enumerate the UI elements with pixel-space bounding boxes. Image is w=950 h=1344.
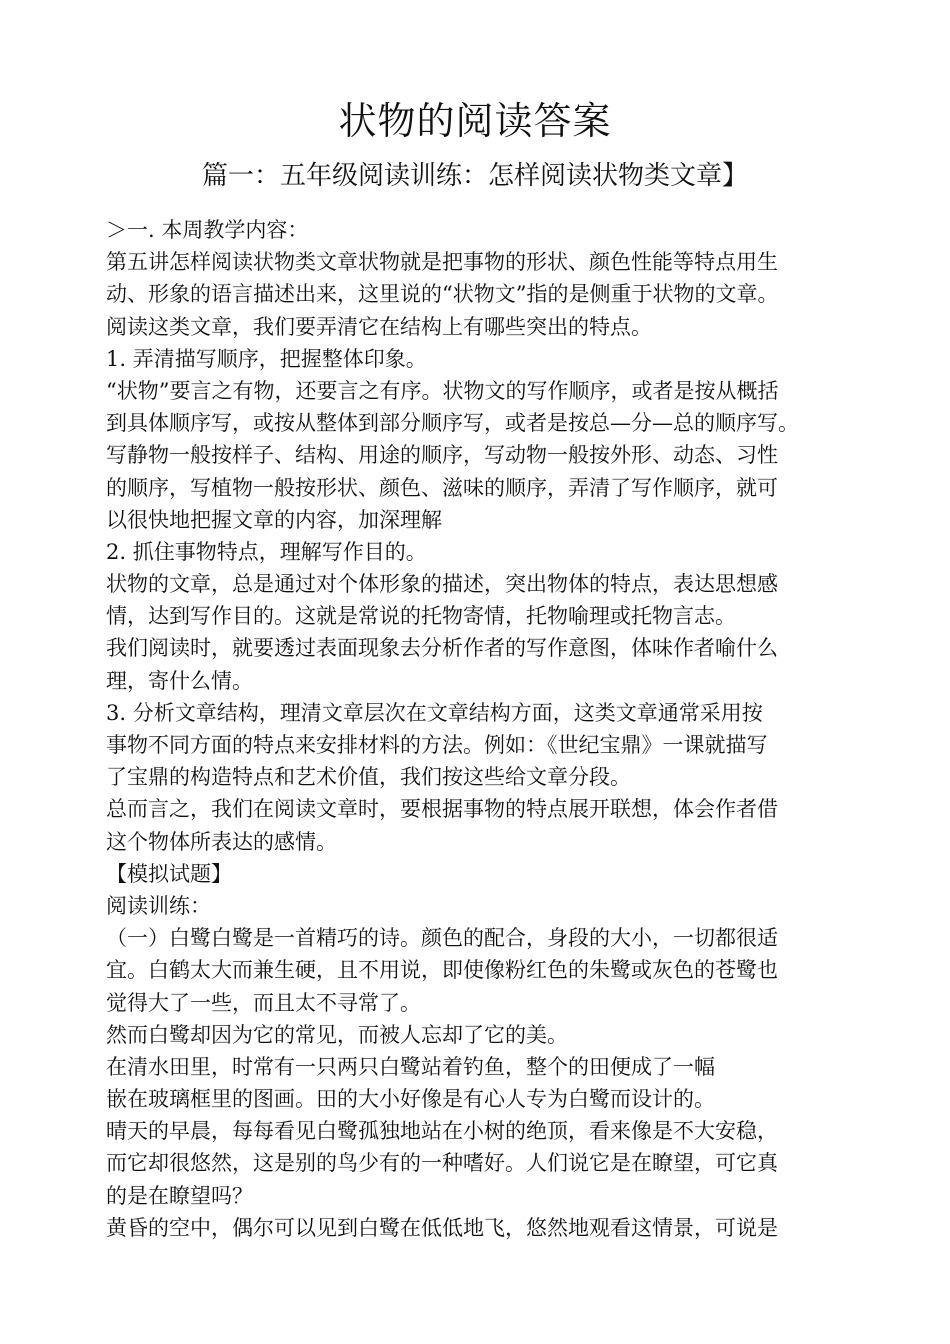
text-line: ＞一. 本周教学内容： [106, 218, 309, 242]
page-subtitle: 篇一：五年级阅读训练：怎样阅读状物类文章】 [201, 161, 748, 191]
text-line: 第五讲怎样阅读状物类文章状物就是把事物的形状、颜色性能等特点用生 [106, 250, 778, 275]
text-line: 宜。白鹤太大而兼生硬，且不用说，即使像粉红色的朱鹭或灰色的苍鹭也 [106, 958, 778, 983]
text-line: 觉得大了一些，而且太不寻常了。 [106, 990, 421, 1015]
text-line: 以很快地把握文章的内容，加深理解 [106, 507, 442, 532]
text-line: 事物不同方面的特点来安排材料的方法。例如：《世纪宝鼎》一课就描写 [106, 733, 768, 757]
text-line: 到具体顺序写，或按从整体到部分顺序写，或者是按总—分—总的顺序写。 [106, 411, 799, 436]
text-line: 的顺序，写植物一般按形状、颜色、滋味的顺序，弄清了写作顺序，就可 [106, 475, 778, 500]
text-line: 理，寄什么情。 [106, 668, 253, 693]
text-line: 情，达到写作目的。这就是常说的托物寄情，托物喻理或托物言志。 [106, 604, 736, 629]
text-line: 然而白鹭却因为它的常见，而被人忘却了它的美。 [106, 1022, 568, 1047]
text-line: 黄昏的空中，偶尔可以见到白鹭在低低地飞，悠然地观看这情景，可说是 [106, 1215, 778, 1240]
text-line: 嵌在玻璃框里的图画。田的大小好像是有心人专为白鹭而设计的。 [106, 1087, 715, 1112]
text-line: 我们阅读时，就要透过表面现象去分析作者的写作意图，体味作者喻什么 [106, 636, 778, 661]
text-line: 晴天的早晨，每每看见白鹭孤独地站在小树的绝顶，看来像是不大安稳， [106, 1119, 778, 1144]
text-line: 1. 弄清描写顺序，把握整体印象。 [106, 346, 427, 371]
text-line: 【模拟试题】 [106, 861, 232, 886]
text-line: 了宝鼎的构造特点和艺术价值，我们按这些给文章分段。 [106, 765, 631, 790]
text-line: 动、形象的语言描述出来，这里说的“状物文”指的是侧重于状物的文章。 [106, 282, 779, 307]
body-text [106, 214, 866, 1244]
text-line: 阅读这类文章，我们要弄清它在结构上有哪些突出的特点。 [106, 314, 652, 339]
page-title: 状物的阅读答案 [338, 99, 612, 143]
text-line: “状物”要言之有物，还要言之有序。状物文的写作顺序，或者是按从概括 [106, 378, 779, 403]
text-line: 总而言之，我们在阅读文章时，要根据事物的特点展开联想，体会作者借 [106, 797, 778, 822]
text-line: 阅读训练： [106, 893, 211, 918]
text-line: 3. 分析文章结构，理清文章层次在文章结构方面，这类文章通常采用按 [106, 700, 763, 725]
text-line: 2. 抓住事物特点，理解写作目的。 [106, 539, 427, 564]
text-line: 在清水田里，时常有一只两只白鹭站着钓鱼，整个的田便成了一幅 [106, 1054, 715, 1079]
text-line: 写静物一般按样子、结构、用途的顺序，写动物一般按外形、动态、习性 [106, 443, 778, 468]
text-line: 而它却很悠然，这是别的鸟少有的一种嗜好。人们说它是在瞭望，可它真 [106, 1151, 778, 1176]
text-line: 状物的文章，总是通过对个体形象的描述，突出物体的特点，表达思想感 [106, 572, 778, 597]
text-line: （一）白鹭白鹭是一首精巧的诗。颜色的配合，身段的大小，一切都很适 [106, 926, 778, 951]
text-line: 的是在瞭望吗？ [106, 1183, 253, 1208]
text-line: 这个物体所表达的感情。 [106, 829, 337, 854]
